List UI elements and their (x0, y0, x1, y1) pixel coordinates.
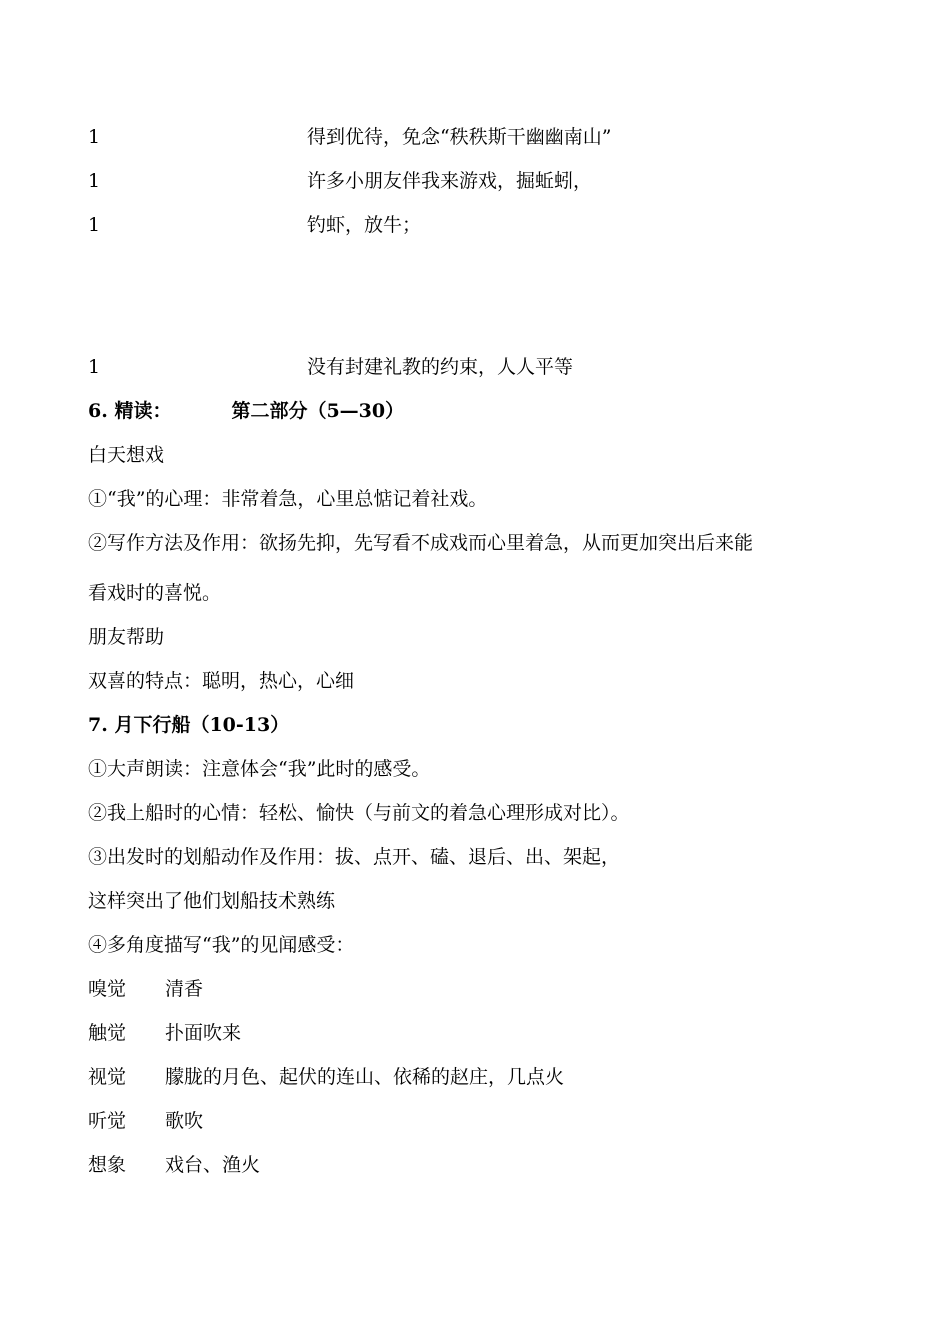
sense-value-touch: 扑面吹来 (165, 1022, 242, 1044)
sense-label-hearing: 听觉 (88, 1110, 127, 1132)
sense-value-imagination: 戏台、渔火 (165, 1154, 261, 1176)
bullet-text: 钓虾，放牛； (307, 214, 422, 236)
section-6-paragraph-3: 双喜的特点：聪明，热心，心细 (88, 670, 355, 692)
sense-value-smell: 清香 (165, 978, 204, 1000)
sense-label-touch: 触觉 (88, 1022, 127, 1044)
section-6-heading (88, 398, 404, 424)
section-7-paragraph-4: 这样突出了他们划船技术熟练 (88, 890, 336, 912)
section-6-heading-number: 6. 精读： (88, 400, 172, 422)
bullet-marker: 1 (88, 126, 101, 148)
bullet-text: 许多小朋友伴我来游戏，掘蚯蚓， (307, 170, 593, 192)
section-7-paragraph-1: ①大声朗读：注意体会“我”此时的感受。 (88, 758, 431, 780)
bullet-marker: 1 (88, 214, 101, 236)
section-6-subheading-daytime: 白天想戏 (88, 444, 165, 466)
section-6-subheading-friends: 朋友帮助 (88, 626, 165, 648)
sense-label-imagination: 想象 (88, 1154, 127, 1176)
bullet-marker: 1 (88, 170, 101, 192)
section-7-paragraph-3: ③出发时的划船动作及作用：拔、点开、磕、退后、出、架起， (88, 846, 621, 868)
sense-value-hearing: 歌吹 (165, 1110, 204, 1132)
section-6-paragraph-2-line-2: 看戏时的喜悦。 (88, 582, 222, 604)
sense-label-smell: 嗅觉 (88, 978, 127, 1000)
section-6-heading-part: 第二部分（5—30） (231, 400, 405, 422)
section-7-heading: 7. 月下行船（10-13） (88, 714, 290, 736)
bullet-text: 没有封建礼教的约束，人人平等 (307, 356, 574, 378)
sense-label-sight: 视觉 (88, 1066, 127, 1088)
section-6-paragraph-2-line-1: ②写作方法及作用：欲扬先抑，先写看不成戏而心里着急，从而更加突出后来能 (88, 532, 754, 554)
sense-value-sight: 朦胧的月色、起伏的连山、依稀的赵庄，几点火 (165, 1066, 565, 1088)
section-7-paragraph-2: ②我上船时的心情：轻松、愉快（与前文的着急心理形成对比）。 (88, 802, 630, 824)
bullet-text: 得到优待，免念“秩秩斯干幽幽南山” (307, 126, 612, 148)
section-7-paragraph-5: ④多角度描写“我”的见闻感受： (88, 934, 355, 956)
bullet-marker: 1 (88, 356, 101, 378)
section-6-paragraph-1: ①“我”的心理：非常着急，心里总惦记着社戏。 (88, 488, 488, 510)
